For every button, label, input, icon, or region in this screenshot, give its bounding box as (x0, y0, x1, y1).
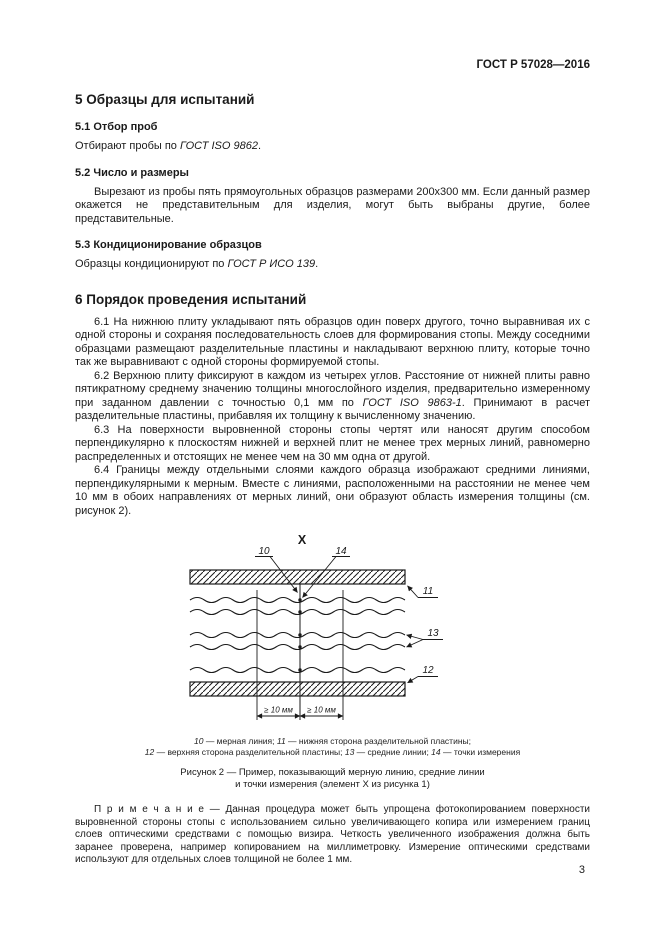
dimension-right-label: ≥ 10 мм (306, 705, 336, 715)
dimension-left-label: ≥ 10 мм (263, 705, 293, 715)
figure-2-legend-line-2: 12 — верхняя сторона разделительной пластины; 13 — средние линии; 14 — точки измерения (144, 747, 521, 757)
callout-13 (406, 628, 443, 647)
note-text: П р и м е ч а н и е — Данная процедура может быть упрощена фотокопированием поверхности выровненной стороны стопы с использованием сильно увеличивающего копира или измерением границ слоев оптическими средствами с помощью визира. Четкость увеличенного изображения должна быть заранее проверена, например копированием на миллиметровку. Измерение оптическими средствами используют для отдельных слоев толщиной не более 1 мм. (75, 804, 590, 865)
figure-2-legend (75, 736, 590, 758)
callout-10 (255, 546, 298, 593)
callout-11-label: 11 (422, 586, 433, 597)
dimension-right (300, 706, 343, 717)
callout-10-label: 10 (257, 546, 270, 557)
callout-11 (407, 586, 438, 598)
figure-element-x-label: X (297, 533, 306, 547)
clause-5-1-heading: 5.1 Отбор проб (75, 121, 158, 133)
clause-6-4-text: 6.4 Границы между отдельными слоями каждого образца изображают средними линиями, перпендикулярными к мерным. Вместе с линиями, расположенными на расстоянии не менее чем 10 мм в обоих направлениях от мерных линий, они образуют область измерения толщины (см. рисунок 2). (75, 464, 590, 517)
figure-2-caption (75, 767, 590, 791)
callout-13-label: 13 (426, 628, 439, 639)
clause-5-3-text: Образцы кондиционируют по ГОСТ Р ИСО 139. (75, 258, 319, 270)
callout-12 (407, 665, 438, 683)
figure-2-drawing (185, 530, 453, 730)
dimension-left (257, 706, 300, 717)
top-separating-plate (190, 570, 405, 584)
figure-2-legend-line-1: 10 — мерная линия; 11 — нижняя сторона разделительной пластины; (193, 736, 471, 746)
clause-6-1-text: 6.1 На нижнюю плиту укладывают пять образцов один поверх другого, точно выравнивая их с одной стороны и сохраняя последовательность слоев для формирования стопы. Между соседними образцами размещают разделительные пластины и накладывают верхнюю плиту, которые точно так же выравнивают с одной стороны формируемой стопы. (75, 315, 590, 368)
clause-5-3-heading: 5.3 Кондиционирование образцов (75, 239, 262, 251)
doc-number: ГОСТ Р 57028—2016 (476, 59, 590, 71)
clause-6-3-text: 6.3 На поверхности выровненной стороны стопы чертят или наносят другим способом перпендикулярно к плоскостям нижней и верхней плит не менее трех мерных линий, равномерно распределенных и отстоящих не менее чем на 30 мм одна от другой. (75, 423, 590, 463)
clause-6-2-text: 6.2 Верхнюю плиту фиксируют в каждом из четырех углов. Расстояние от нижней плиты равно пятикратному среднему значению толщины многослойного изделия, предварительно измеренному при заданном давлении с точностью 0,1 мм по ГОСТ ISO 9863-1. Принимают в расчет разделительные пластины, прибавляя их толщину к вычисленному значению. (75, 369, 590, 422)
figure-2 (75, 530, 590, 730)
figure-2-caption-line-2: и точки измерения (элемент X из рисунка 1) (235, 779, 430, 790)
section-6-heading: 6 Порядок проведения испытаний (75, 291, 307, 307)
section-5-heading: 5 Образцы для испытаний (75, 92, 255, 107)
page-number: 3 (578, 864, 585, 876)
callout-12-label: 12 (421, 665, 434, 676)
clause-5-1-text: Отбирают пробы по ГОСТ ISO 9862. (75, 140, 262, 152)
clause-5-2-text: Вырезают из пробы пять прямоугольных образцов размерами 200x300 мм. Если данный размер окажется не представительным для изделия, могут быть выбраны другие, более представительные. (75, 185, 590, 225)
bottom-separating-plate (190, 682, 405, 696)
figure-2-caption-line-1: Рисунок 2 — Пример, показывающий мерную линию, средние линии (180, 767, 485, 778)
callout-14-label: 14 (334, 546, 347, 557)
layer-boundary-wavy-lines (190, 598, 405, 673)
clause-5-2-heading: 5.2 Число и размеры (75, 166, 189, 179)
